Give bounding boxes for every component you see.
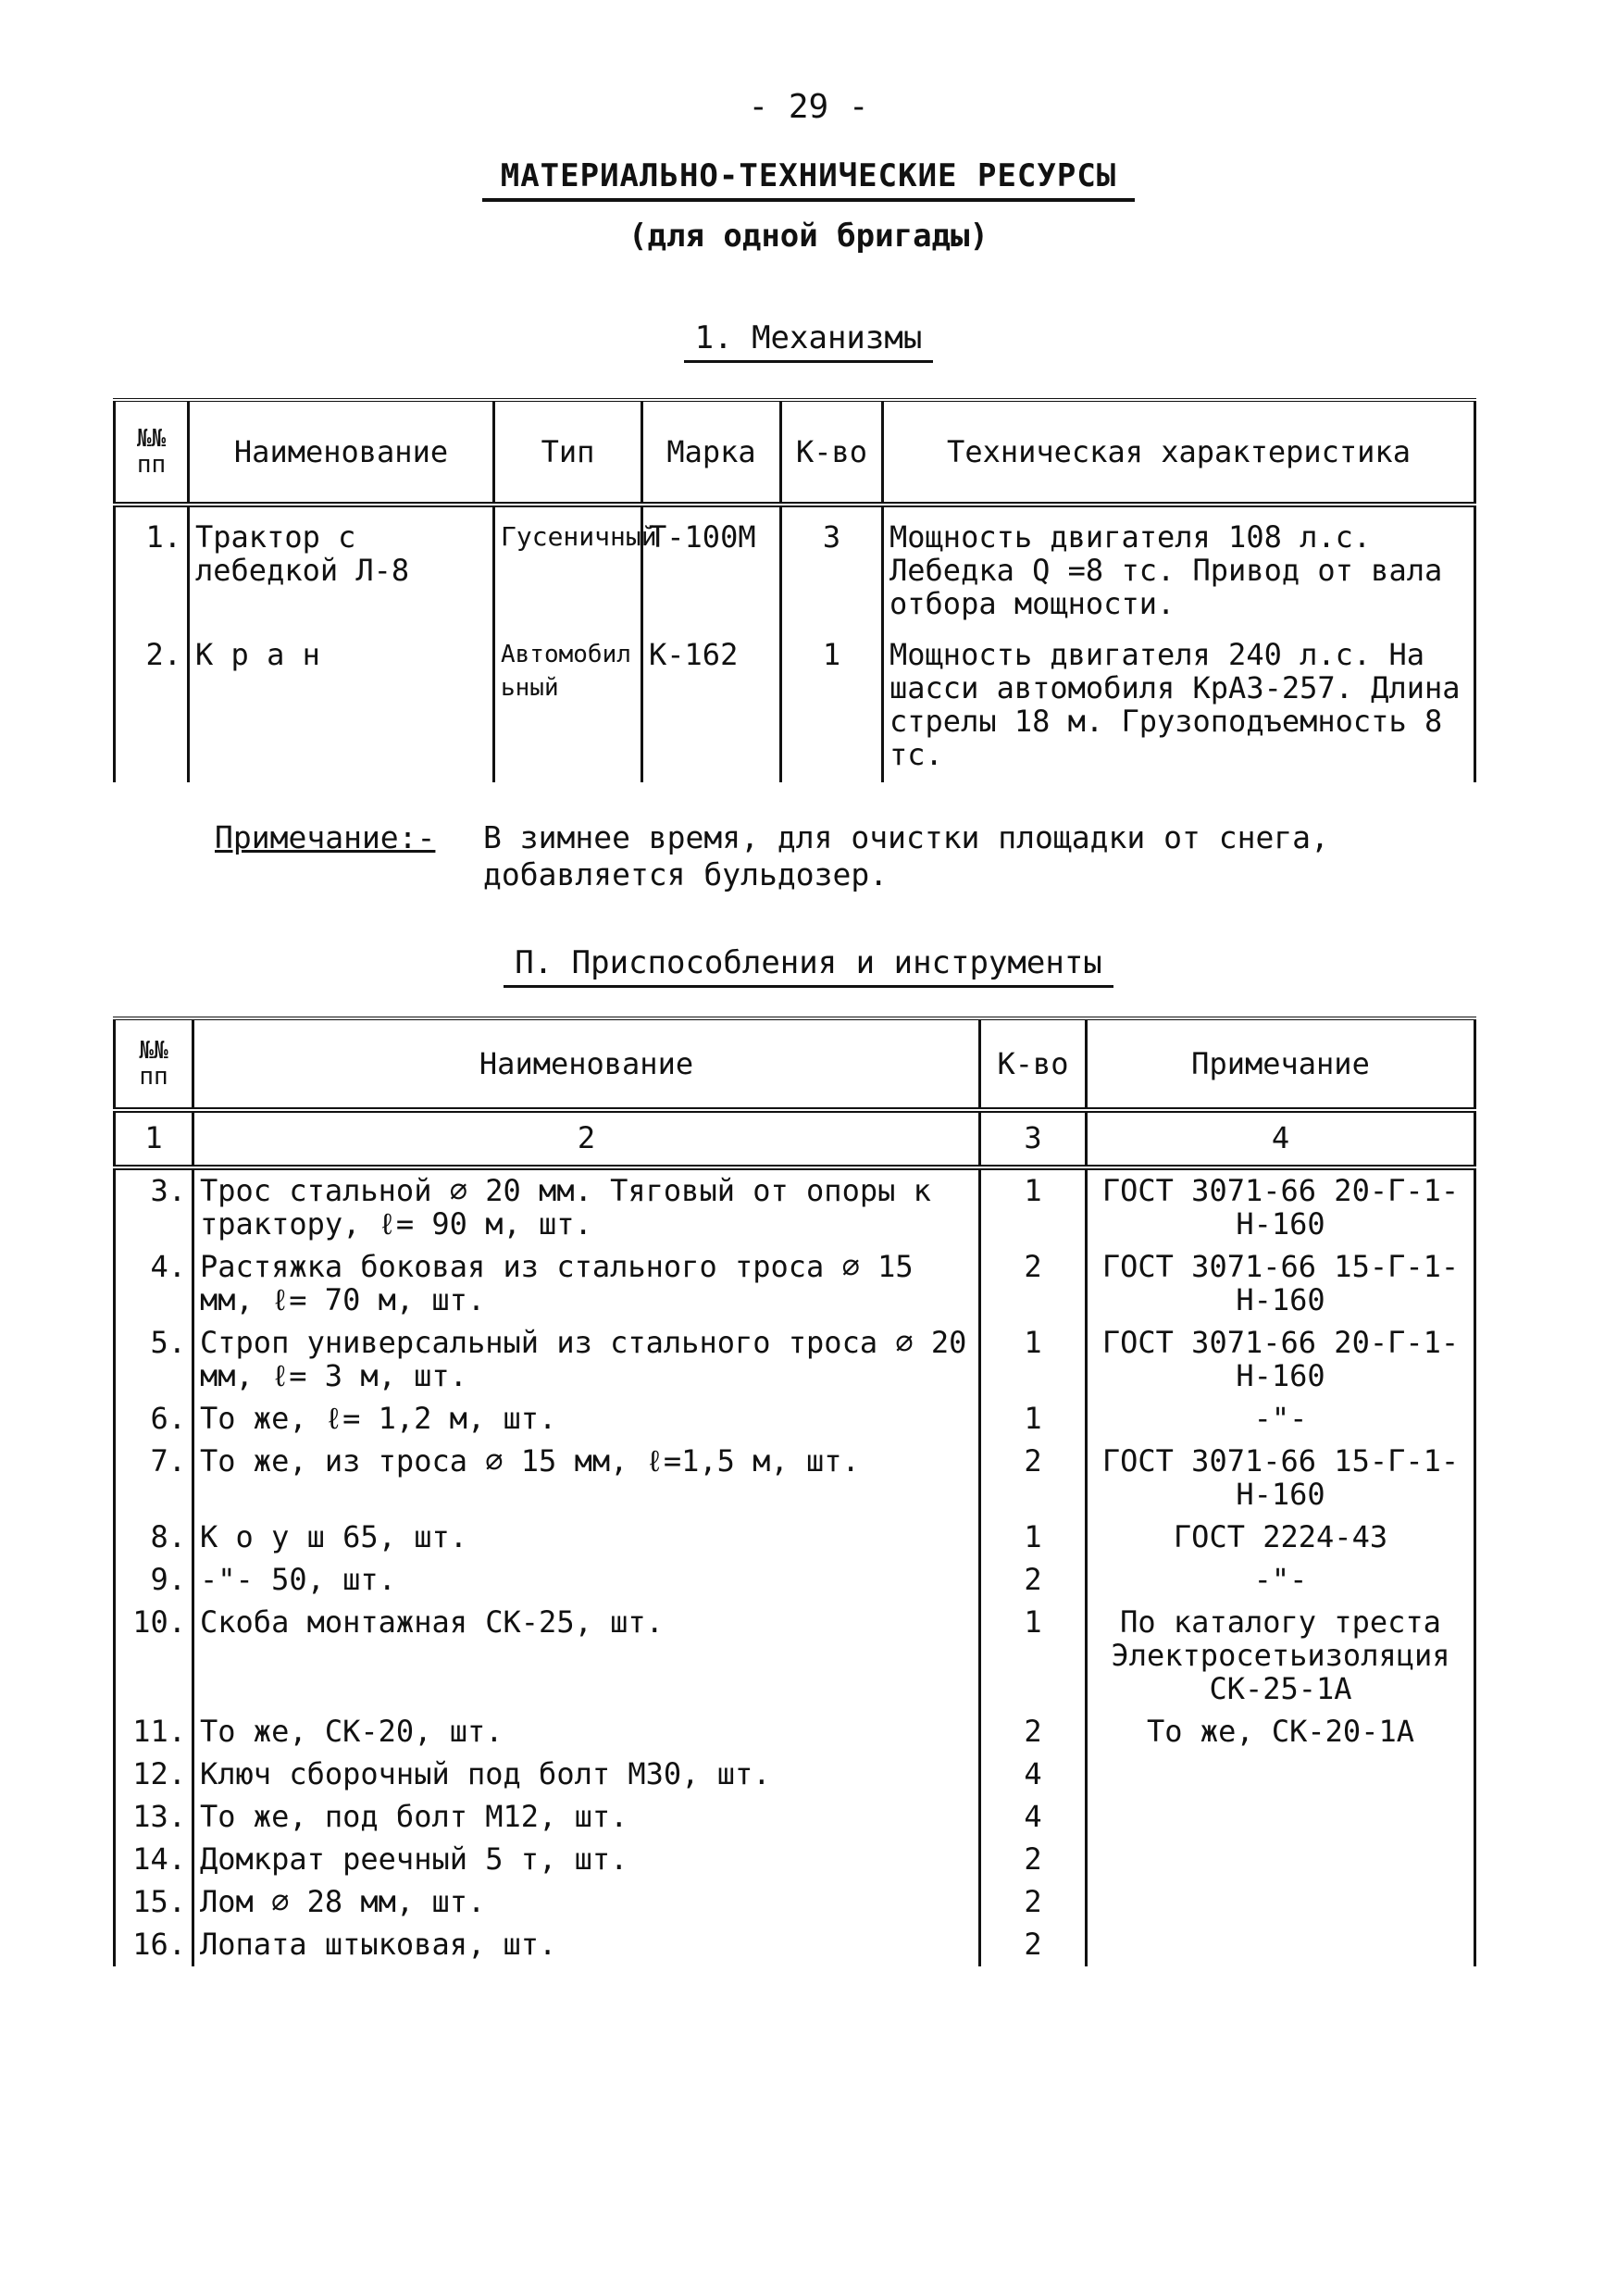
row-name: Домкрат реечный 5 т, шт. bbox=[193, 1839, 980, 1881]
document-subtitle: (для одной бригады) bbox=[628, 218, 989, 255]
tools-table bbox=[113, 1017, 1476, 1966]
row-number: 11. bbox=[115, 1711, 193, 1753]
row-spec: Мощность двигателя 240 л.с. На шасси автомобиля КрАЗ-257. Длина стрелы 18 м. Грузоподъемность 8 тс. bbox=[883, 625, 1475, 782]
row-qty: 1 bbox=[980, 1167, 1087, 1246]
page-number: - 29 - bbox=[748, 88, 869, 126]
row-number: 6. bbox=[115, 1398, 193, 1441]
table-row bbox=[115, 1881, 1475, 1924]
row-note bbox=[1087, 1881, 1475, 1924]
row-type: Автомобильный bbox=[494, 625, 642, 782]
row-name: Трактор с лебедкой Л-8 bbox=[189, 505, 494, 625]
row-qty: 2 bbox=[980, 1839, 1087, 1881]
column-header-qty: К-во bbox=[781, 400, 883, 505]
row-number: 15. bbox=[115, 1881, 193, 1924]
row-qty: 1 bbox=[980, 1602, 1087, 1711]
column-header-spec: Техническая характеристика bbox=[883, 400, 1475, 505]
row-type: Гусеничный bbox=[494, 505, 642, 625]
row-spec: Мощность двигателя 108 л.с. Лебедка Q =8 тс. Привод от вала отбора мощности. bbox=[883, 505, 1475, 625]
row-number: 1. bbox=[115, 505, 189, 625]
table-row bbox=[115, 1167, 1475, 1246]
row-note: По каталогу треста Электросетьизоляция СК-25-1А bbox=[1087, 1602, 1475, 1711]
row-number: 5. bbox=[115, 1322, 193, 1398]
column-header-name: Наименование bbox=[193, 1018, 980, 1110]
section1-heading-text: 1. Механизмы bbox=[684, 319, 934, 363]
row-qty: 2 bbox=[980, 1559, 1087, 1602]
note bbox=[215, 819, 1329, 892]
row-number: 2. bbox=[115, 625, 189, 782]
table-row bbox=[115, 1398, 1475, 1441]
row-qty: 2 bbox=[980, 1441, 1087, 1516]
row-name: Скоба монтажная СК-25, шт. bbox=[193, 1602, 980, 1711]
table-row bbox=[115, 625, 1475, 782]
document-title bbox=[0, 157, 1617, 194]
table-row bbox=[115, 1559, 1475, 1602]
section2-heading-text: П. Приспособления и инструменты bbox=[504, 944, 1113, 988]
column-header-num: №№ пп bbox=[115, 400, 189, 505]
row-name: К р а н bbox=[189, 625, 494, 782]
row-qty: 3 bbox=[781, 505, 883, 625]
column-header-brand: Марка bbox=[642, 400, 781, 505]
row-name: Лом ∅ 28 мм, шт. bbox=[193, 1881, 980, 1924]
note-text: В зимнее время, для очистки площадки от снега, добавляется бульдозер. bbox=[483, 819, 1329, 892]
row-note bbox=[1087, 1924, 1475, 1966]
column-header-name: Наименование bbox=[189, 400, 494, 505]
column-header-note: Примечание bbox=[1087, 1018, 1475, 1110]
row-name: -"- 50, шт. bbox=[193, 1559, 980, 1602]
table-row bbox=[115, 505, 1475, 625]
row-qty: 4 bbox=[980, 1753, 1087, 1796]
row-name: То же, ℓ= 1,2 м, шт. bbox=[193, 1398, 980, 1441]
row-qty: 1 bbox=[980, 1516, 1087, 1559]
row-note: ГОСТ 3071-66 20-Г-1-Н-160 bbox=[1087, 1167, 1475, 1246]
row-note bbox=[1087, 1796, 1475, 1839]
row-number: 10. bbox=[115, 1602, 193, 1711]
row-number: 3. bbox=[115, 1167, 193, 1246]
table-row bbox=[115, 1839, 1475, 1881]
column-header-num: №№ пп bbox=[115, 1018, 193, 1110]
table-header-row bbox=[115, 400, 1475, 505]
column-number-row bbox=[115, 1110, 1475, 1167]
row-note bbox=[1087, 1753, 1475, 1796]
row-number: 9. bbox=[115, 1559, 193, 1602]
row-note: ГОСТ 3071-66 15-Г-1-Н-160 bbox=[1087, 1246, 1475, 1322]
row-qty: 1 bbox=[781, 625, 883, 782]
row-name: То же, СК-20, шт. bbox=[193, 1711, 980, 1753]
row-name: Строп универсальный из стального троса ∅ 20 мм, ℓ= 3 м, шт. bbox=[193, 1322, 980, 1398]
note-label: Примечание:- bbox=[215, 819, 436, 855]
row-qty: 2 bbox=[980, 1924, 1087, 1966]
row-name: Трос стальной ∅ 20 мм. Тяговый от опоры к трактору, ℓ= 90 м, шт. bbox=[193, 1167, 980, 1246]
row-qty: 1 bbox=[980, 1398, 1087, 1441]
row-note: ГОСТ 3071-66 15-Г-1-Н-160 bbox=[1087, 1441, 1475, 1516]
column-number: 3 bbox=[980, 1110, 1087, 1167]
row-brand: Т-100М bbox=[642, 505, 781, 625]
row-qty: 2 bbox=[980, 1881, 1087, 1924]
row-number: 16. bbox=[115, 1924, 193, 1966]
row-note: То же, СК-20-1А bbox=[1087, 1711, 1475, 1753]
table-row bbox=[115, 1924, 1475, 1966]
table-row bbox=[115, 1441, 1475, 1516]
row-note: -"- bbox=[1087, 1559, 1475, 1602]
row-name: Ключ сборочный под болт М30, шт. bbox=[193, 1753, 980, 1796]
table-row bbox=[115, 1602, 1475, 1711]
section2-heading bbox=[0, 944, 1617, 981]
table-row bbox=[115, 1711, 1475, 1753]
row-name: То же, из троса ∅ 15 мм, ℓ=1,5 м, шт. bbox=[193, 1441, 980, 1516]
column-number: 4 bbox=[1087, 1110, 1475, 1167]
table-row bbox=[115, 1516, 1475, 1559]
row-note: ГОСТ 3071-66 20-Г-1-Н-160 bbox=[1087, 1322, 1475, 1398]
row-name: То же, под болт М12, шт. bbox=[193, 1796, 980, 1839]
row-number: 13. bbox=[115, 1796, 193, 1839]
column-header-qty: К-во bbox=[980, 1018, 1087, 1110]
row-number: 8. bbox=[115, 1516, 193, 1559]
row-name: Растяжка боковая из стального троса ∅ 15 мм, ℓ= 70 м, шт. bbox=[193, 1246, 980, 1322]
row-note: ГОСТ 2224-43 bbox=[1087, 1516, 1475, 1559]
column-header-type: Тип bbox=[494, 400, 642, 505]
row-brand: К-162 bbox=[642, 625, 781, 782]
row-qty: 4 bbox=[980, 1796, 1087, 1839]
table-header-row bbox=[115, 1018, 1475, 1110]
column-number: 2 bbox=[193, 1110, 980, 1167]
table-row bbox=[115, 1322, 1475, 1398]
document-title-text: МАТЕРИАЛЬНО-ТЕХНИЧЕСКИЕ РЕСУРСЫ bbox=[482, 157, 1136, 202]
row-number: 4. bbox=[115, 1246, 193, 1322]
row-name: Лопата штыковая, шт. bbox=[193, 1924, 980, 1966]
row-number: 14. bbox=[115, 1839, 193, 1881]
column-number: 1 bbox=[115, 1110, 193, 1167]
row-number: 12. bbox=[115, 1753, 193, 1796]
row-qty: 2 bbox=[980, 1711, 1087, 1753]
row-note: -"- bbox=[1087, 1398, 1475, 1441]
table-row bbox=[115, 1246, 1475, 1322]
section1-heading bbox=[0, 319, 1617, 356]
row-name: К о у ш 65, шт. bbox=[193, 1516, 980, 1559]
row-qty: 2 bbox=[980, 1246, 1087, 1322]
row-number: 7. bbox=[115, 1441, 193, 1516]
row-note bbox=[1087, 1839, 1475, 1881]
table-row bbox=[115, 1753, 1475, 1796]
row-qty: 1 bbox=[980, 1322, 1087, 1398]
mechanisms-table bbox=[113, 398, 1476, 782]
table-row bbox=[115, 1796, 1475, 1839]
